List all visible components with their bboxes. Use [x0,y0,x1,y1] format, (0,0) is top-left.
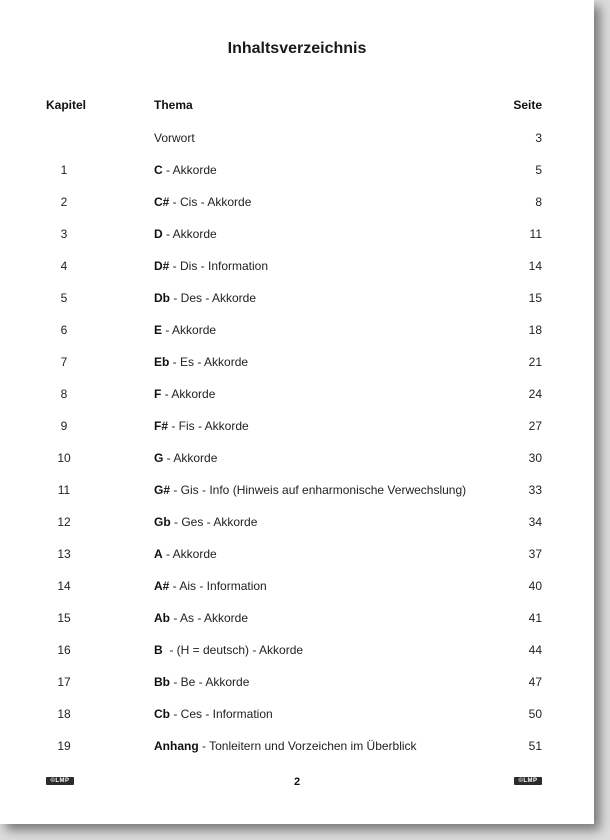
topic-key: C# [154,195,170,209]
page-ref: 51 [528,739,542,753]
page-ref: 21 [528,355,542,369]
chapter-number: 6 [60,323,68,337]
page-ref: 3 [535,131,542,145]
topic-description: - Akkorde [163,451,218,465]
chapter-topic [154,515,257,529]
toc-row [0,730,594,762]
topic-description: - Ais - Information [169,579,267,593]
toc-row [0,442,594,474]
topic-key: D# [154,259,170,273]
topic-description: - Akkorde [162,163,217,177]
topic-description: - Tonleitern und Vorzeichen im Überblick [198,739,417,753]
chapter-topic [154,707,273,721]
header-seite: Seite [513,98,542,112]
chapter-number: 4 [60,259,68,273]
chapter-number: 19 [57,739,71,753]
topic-description: - Ges - Akkorde [170,515,258,529]
chapter-number: 17 [57,675,71,689]
topic-description: - Akkorde [162,323,217,337]
topic-key: D [154,227,163,241]
page-ref: 15 [528,291,542,305]
chapter-topic [154,227,217,241]
page-ref: 5 [535,163,542,177]
topic-key: G [154,451,164,465]
chapter-number: 18 [57,707,71,721]
chapter-number: 9 [60,419,68,433]
page-ref: 44 [528,643,542,657]
toc-row [0,250,594,282]
chapter-number: 10 [57,451,71,465]
topic-key: Bb [154,675,170,689]
page-number: 2 [293,776,301,788]
toc-row [0,218,594,250]
topic-key: F# [154,419,169,433]
page-ref: 40 [528,579,542,593]
chapter-number: 15 [57,611,71,625]
topic-description: - Cis - Akkorde [169,195,252,209]
topic-key: Eb [154,355,170,369]
chapter-topic [154,323,216,337]
toc-row [0,506,594,538]
chapter-topic [154,163,217,177]
topic-description: - Ces - Information [170,707,273,721]
page-ref: 30 [528,451,542,465]
chapter-topic [154,579,267,593]
toc-row [0,666,594,698]
chapter-topic [154,387,215,401]
chapter-number: 1 [60,163,68,177]
toc-row [0,154,594,186]
page-ref: 37 [528,547,542,561]
topic-key: Db [154,291,170,305]
topic-key: Anhang [154,739,199,753]
topic-description: - Akkorde [161,387,216,401]
topic-description: - Dis - Information [169,259,269,273]
toc-row [0,698,594,730]
page-ref: 18 [528,323,542,337]
topic-description: Vorwort [154,131,195,145]
lmp-logo-right: ©LMP [514,777,542,785]
toc-list [0,122,594,762]
topic-key: Cb [154,707,170,721]
chapter-number: 13 [57,547,71,561]
page-ref: 41 [528,611,542,625]
chapter-number: 7 [60,355,68,369]
page-ref: 8 [535,195,542,209]
toc-row [0,602,594,634]
chapter-topic [154,483,466,497]
toc-row [0,186,594,218]
chapter-topic [154,547,217,561]
chapter-topic [154,355,248,369]
chapter-topic [154,259,268,273]
chapter-topic [154,419,249,433]
topic-key: Gb [154,515,171,529]
page-footer [0,776,594,790]
chapter-number: 3 [60,227,68,241]
toc-row [0,122,594,154]
header-thema: Thema [154,98,193,112]
toc-row [0,282,594,314]
topic-description: - (H = deutsch) - Akkorde [162,643,304,657]
chapter-topic [154,451,217,465]
topic-key: A [154,547,163,561]
topic-key: Ab [154,611,170,625]
page-ref: 14 [528,259,542,273]
topic-description: - Es - Akkorde [169,355,249,369]
chapter-number: 16 [57,643,71,657]
chapter-topic [154,131,195,145]
chapter-number: 2 [60,195,68,209]
toc-row [0,346,594,378]
topic-description: - Be - Akkorde [170,675,250,689]
toc-row [0,570,594,602]
topic-key: E [154,323,163,337]
topic-key: B [154,643,163,657]
page-ref: 24 [528,387,542,401]
toc-row [0,634,594,666]
header-kapitel: Kapitel [46,98,87,112]
topic-key: G# [154,483,171,497]
lmp-logo-left: ©LMP [46,777,74,785]
toc-row [0,474,594,506]
topic-description: - As - Akkorde [170,611,249,625]
chapter-number: 8 [60,387,68,401]
chapter-topic [154,195,251,209]
toc-row [0,538,594,570]
page-ref: 50 [528,707,542,721]
topic-description: - Akkorde [162,547,217,561]
chapter-topic [154,643,303,657]
toc-row [0,378,594,410]
chapter-number: 11 [57,483,71,497]
page-ref: 47 [528,675,542,689]
topic-key: F [154,387,162,401]
topic-description: - Fis - Akkorde [168,419,249,433]
topic-key: A# [154,579,170,593]
page-ref: 34 [528,515,542,529]
page-ref: 33 [528,483,542,497]
chapter-number: 12 [57,515,71,529]
chapter-topic [154,291,256,305]
toc-row [0,410,594,442]
page-ref: 11 [529,227,542,241]
chapter-number: 14 [57,579,71,593]
page-ref: 27 [528,419,542,433]
page-title: Inhaltsverzeichnis [227,40,367,57]
chapter-number: 5 [60,291,68,305]
chapter-topic [154,739,417,753]
topic-description: - Des - Akkorde [170,291,257,305]
topic-description: - Gis - Info (Hinweis auf enharmonische Verwechslung) [170,483,467,497]
chapter-topic [154,611,248,625]
chapter-topic [154,675,249,689]
topic-key: C [154,163,163,177]
toc-row [0,314,594,346]
topic-description: - Akkorde [162,227,217,241]
